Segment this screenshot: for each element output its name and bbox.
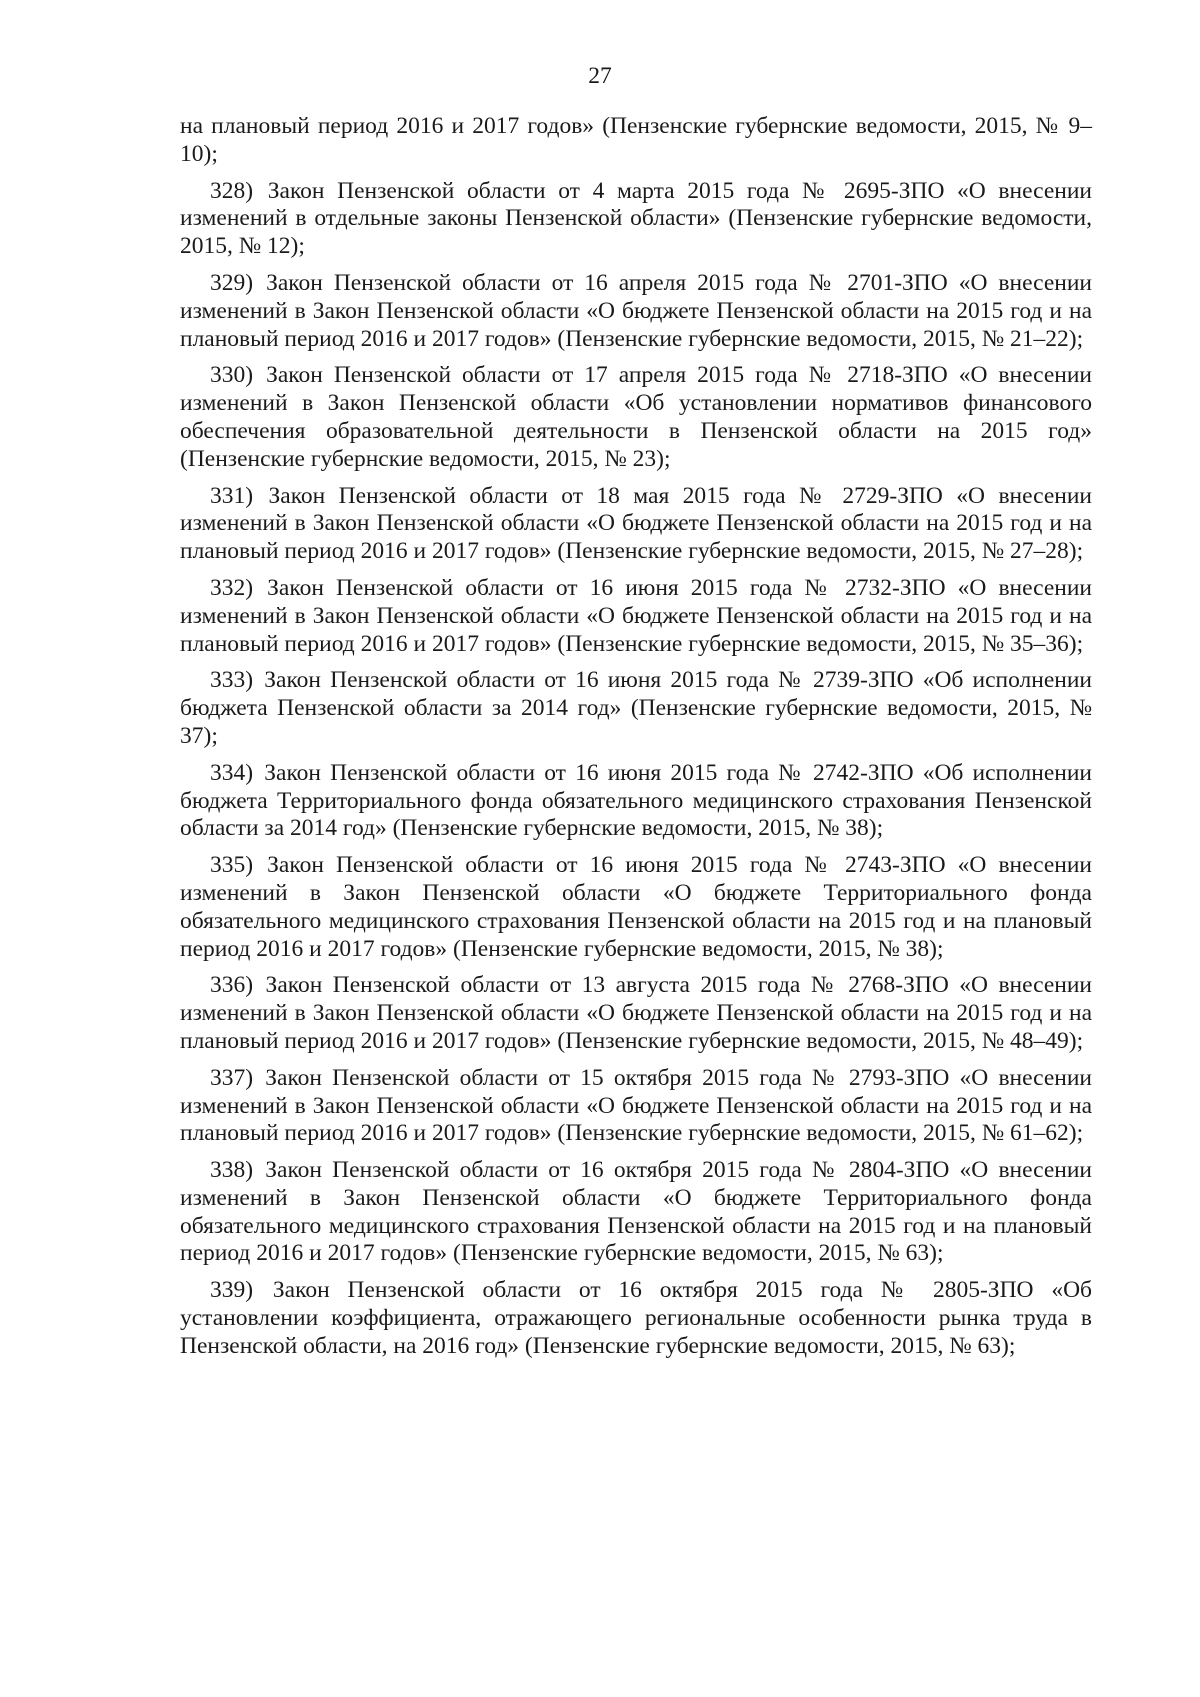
list-item-text: Закон Пензенской области от 4 марта 2015 года № 2695-ЗПО «О внесении изменений в отдельные законы Пензенской области» (Пензенские губернские ведомости, 2015, № 12); — [180, 177, 1092, 260]
list-item-text: Закон Пензенской области от 16 июня 2015 года № 2742-ЗПО «Об исполнении бюджета Территориального фонда обязательного медицинского страхования Пензенской области за 2014 год» (Пензенские губернские ведомости, 2015, № 38); — [180, 759, 1093, 842]
list-item-number: 336) — [210, 972, 254, 999]
list-item-332 — [180, 575, 1092, 658]
list-item-337 — [180, 1065, 1092, 1148]
list-item-number: 334) — [210, 759, 254, 786]
list-item-text: Закон Пензенской области от 16 июня 2015 года № 2732-ЗПО «О внесении изменений в Закон Пензенской области «О бюджете Пензенской области на 2015 год и на плановый период 2016 и 2017 годов» (Пензенские губернские ведомости, 2015, № 35–36); — [180, 574, 1093, 657]
list-item-328 — [180, 178, 1092, 261]
list-item-number: 338) — [210, 1157, 254, 1184]
list-item-number: 332) — [210, 574, 254, 601]
list-item-number: 329) — [210, 269, 254, 296]
list-item-number: 333) — [210, 667, 254, 694]
list-item-number: 330) — [210, 362, 254, 389]
list-item-text: Закон Пензенской области от 13 августа 2015 года № 2768-ЗПО «О внесении изменений в Закон Пензенской области «О бюджете Пензенской области на 2015 год и на плановый период 2016 и 2017 годов» (Пензенские губернские ведомости, 2015, № 48–49); — [180, 972, 1093, 1054]
list-item-336 — [180, 972, 1092, 1055]
list-item-text: Закон Пензенской области от 16 июня 2015 года № 2743-ЗПО «О внесении изменений в Закон Пензенской области «О бюджете Территориального фонда обязательного медицинского страхования Пензенской области на 2015 год и на плановый период 2016 и 2017 годов» (Пензенские губернские ведомости, 2015, № 38); — [180, 852, 1093, 962]
list-item-number: 339) — [210, 1277, 254, 1304]
list-item-text: Закон Пензенской области от 16 июня 2015 года № 2739-ЗПО «Об исполнении бюджета Пензенской области за 2014 год» (Пензенские губернские ведомости, 2015, № 37); — [180, 667, 1093, 749]
list-item-text: Закон Пензенской области от 16 октября 2015 года № 2804-ЗПО «О внесении изменений в Закон Пензенской области «О бюджете Территориального фонда обязательного медицинского страхования Пензенской области на 2015 год и на плановый период 2016 и 2017 годов» (Пензенские губернские ведомости, 2015, № 63); — [180, 1157, 1093, 1267]
list-item-text: Закон Пензенской области от 16 апреля 2015 года № 2701-ЗПО «О внесении изменений в Закон Пензенской области «О бюджете Пензенской области на 2015 год и на плановый период 2016 и 2017 годов» (Пензенские губернские ведомости, 2015, № 21–22); — [180, 269, 1092, 352]
list-item-338 — [180, 1157, 1092, 1268]
list-item-text: Закон Пензенской области от 16 октября 2015 года № 2805-ЗПО «Об установлении коэффициента, отражающего региональные особенности рынка труда в Пензенской области, на 2016 год» (Пензенские губернские ведомости, 2015, № 63); — [180, 1277, 1092, 1359]
list-item-text: Закон Пензенской области от 17 апреля 2015 года № 2718-ЗПО «О внесении изменений в Закон Пензенской области «Об установлении нормативов финансового обеспечения образовательной деятельности в Пензенской области на 2015 год» (Пензенские губернские ведомости, 2015, № 23); — [180, 362, 1092, 472]
page-number: 27 — [588, 63, 612, 89]
list-item-continuation — [180, 113, 1092, 169]
list-item-text: Закон Пензенской области от 18 мая 2015 года № 2729-ЗПО «О внесении изменений в Закон Пензенской области «О бюджете Пензенской области на 2015 год и на плановый период 2016 и 2017 годов» (Пензенские губернские ведомости, 2015, № 27–28); — [180, 482, 1093, 565]
list-item-331 — [180, 483, 1092, 566]
list-item-330 — [180, 362, 1092, 473]
document-body — [180, 113, 1092, 1370]
list-item-335 — [180, 852, 1092, 963]
list-item-339 — [180, 1277, 1092, 1360]
list-item-number: 331) — [210, 482, 254, 509]
list-item-number: 335) — [210, 852, 254, 879]
list-item-334 — [180, 760, 1092, 843]
list-item-number: 337) — [210, 1064, 254, 1091]
list-item-number: 328) — [210, 177, 254, 204]
list-item-text: на плановый период 2016 и 2017 годов» (Пензенские губернские ведомости, 2015, № 9–10); — [180, 113, 1092, 167]
list-item-333 — [180, 667, 1092, 750]
list-item-329 — [180, 270, 1092, 353]
list-item-text: Закон Пензенской области от 15 октября 2015 года № 2793-ЗПО «О внесении изменений в Закон Пензенской области «О бюджете Пензенской области на 2015 год и на плановый период 2016 и 2017 годов» (Пензенские губернские ведомости, 2015, № 61–62); — [180, 1064, 1093, 1147]
